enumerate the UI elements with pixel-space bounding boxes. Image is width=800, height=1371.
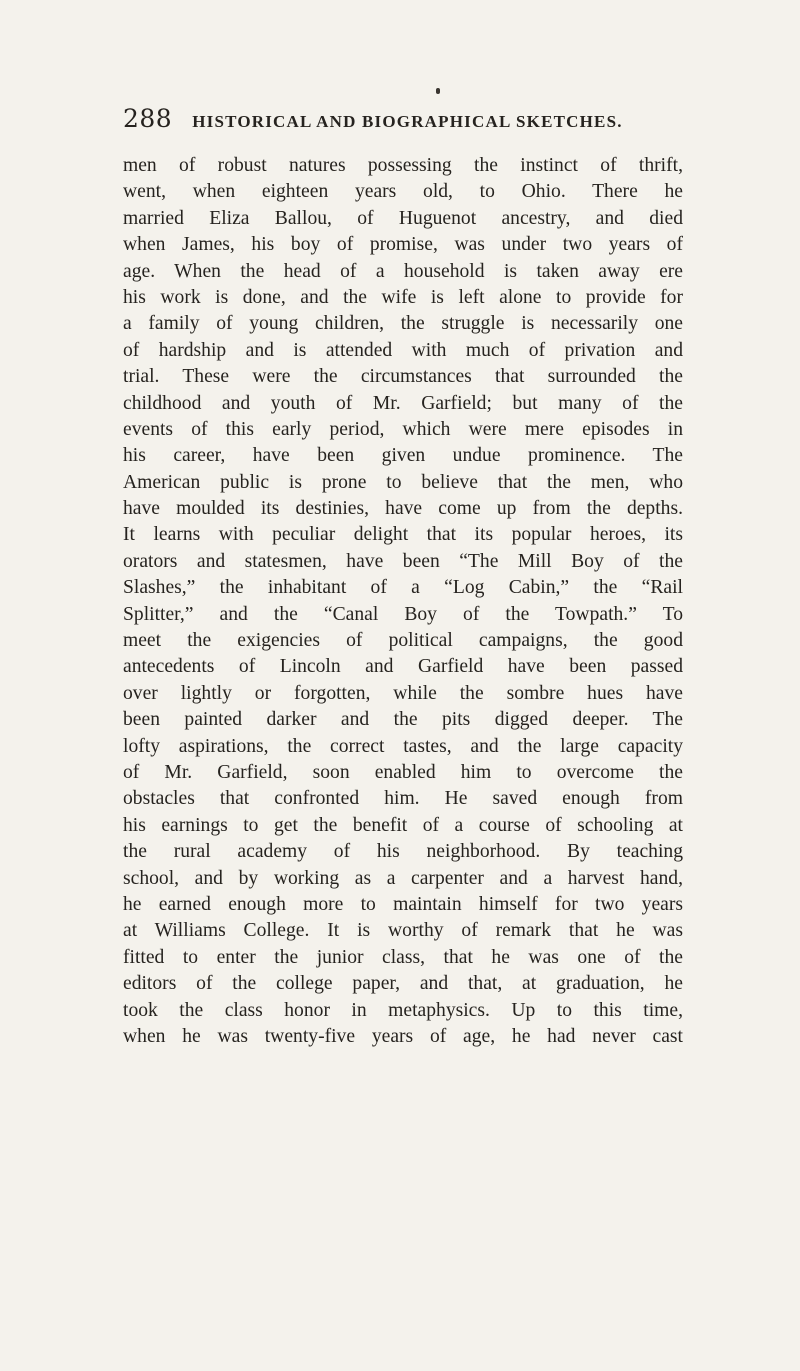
- body-paragraph: [123, 153, 683, 1050]
- text-line: took the class honor in metaphysics. Up to this time,: [123, 999, 683, 1021]
- text-line: his career, have been given undue prominence. The: [123, 445, 683, 467]
- text-line: events of this early period, which were mere episodes in: [123, 418, 683, 440]
- text-line: at Williams College. It is worthy of remark that he was: [123, 920, 683, 942]
- text-line: lofty aspirations, the correct tastes, and the large capacity: [123, 735, 683, 757]
- text-line: have moulded its destinies, have come up from the depths.: [123, 498, 683, 520]
- text-line: childhood and youth of Mr. Garfield; but many of the: [123, 392, 683, 414]
- text-line: obstacles that confronted him. He saved enough from: [123, 788, 683, 810]
- text-line: fitted to enter the junior class, that he was one of the: [123, 946, 683, 968]
- text-line: his earnings to get the benefit of a course of schooling at: [123, 814, 683, 836]
- text-line: when he was twenty-five years of age, he had never cast: [123, 1025, 683, 1047]
- text-line: antecedents of Lincoln and Garfield have been passed: [123, 656, 683, 678]
- page-number: 288: [123, 104, 173, 133]
- text-line: Slashes,” the inhabitant of a “Log Cabin,” the “Rail: [123, 577, 683, 599]
- text-line: he earned enough more to maintain himself for two years: [123, 893, 683, 915]
- text-line: of Mr. Garfield, soon enabled him to overcome the: [123, 761, 683, 783]
- text-line: Splitter,” and the “Canal Boy of the Towpath.” To: [123, 603, 683, 625]
- text-line: school, and by working as a carpenter and a harvest hand,: [123, 867, 683, 889]
- text-line: his work is done, and the wife is left alone to provide for: [123, 286, 683, 308]
- print-speck: [436, 88, 440, 94]
- text-line: age. When the head of a household is taken away ere: [123, 260, 683, 282]
- text-line: editors of the college paper, and that, at graduation, he: [123, 973, 683, 995]
- text-line: when James, his boy of promise, was under two years of: [123, 234, 683, 256]
- text-line: meet the exigencies of political campaigns, the good: [123, 630, 683, 652]
- text-line: It learns with peculiar delight that its popular heroes, its: [123, 524, 683, 546]
- running-head: [123, 104, 683, 134]
- text-line: American public is prone to believe that the men, who: [123, 471, 683, 493]
- text-line: men of robust natures possessing the instinct of thrift,: [123, 155, 683, 176]
- text-line: married Eliza Ballou, of Huguenot ancestry, and died: [123, 207, 683, 229]
- text-line: over lightly or forgotten, while the sombre hues have: [123, 682, 683, 704]
- running-title: HISTORICAL AND BIOGRAPHICAL SKETCHES.: [192, 112, 623, 131]
- text-line: been painted darker and the pits digged deeper. The: [123, 709, 683, 731]
- text-line: the rural academy of his neighborhood. By teaching: [123, 841, 683, 863]
- text-line: went, when eighteen years old, to Ohio. There he: [123, 181, 683, 203]
- text-line: orators and statesmen, have been “The Mill Boy of the: [123, 550, 683, 572]
- text-line: a family of young children, the struggle is necessarily one: [123, 313, 683, 335]
- text-line: of hardship and is attended with much of privation and: [123, 339, 683, 361]
- text-line: trial. These were the circumstances that surrounded the: [123, 366, 683, 388]
